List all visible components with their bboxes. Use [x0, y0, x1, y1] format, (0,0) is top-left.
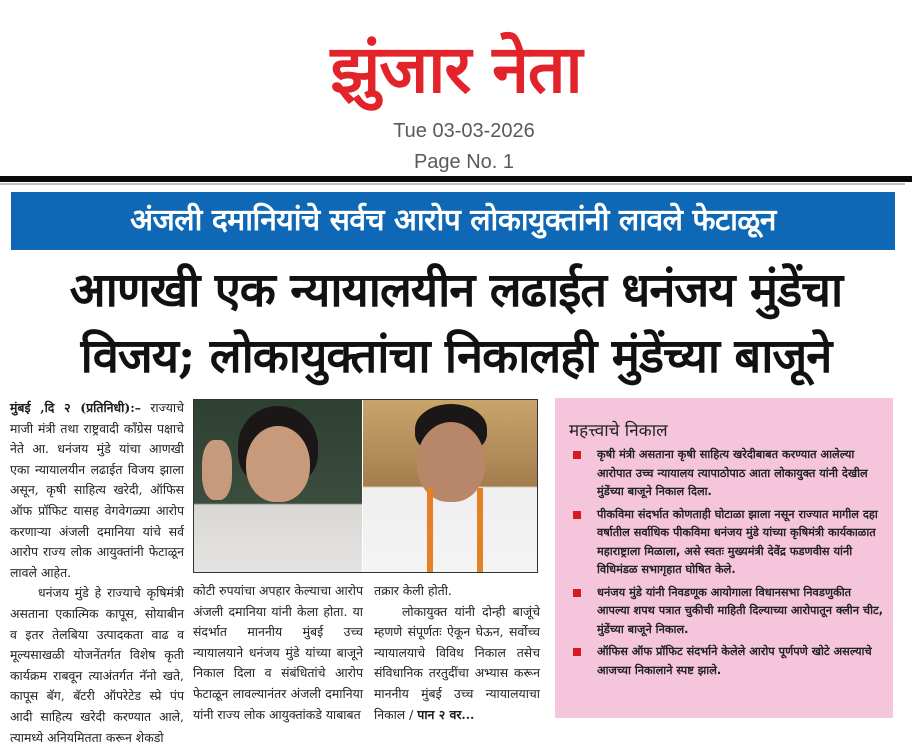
paragraph-text: लोकायुक्त यांनी दोन्ही बाजूंचे म्हणणे संपूर्णतः ऐकून घेऊन, सर्वोच्च न्यायालयाचे विविध निकाल तसेच संविधानिक तरतुदींचा अभ्यास करून माननीय मुंबई उच्च न्यायालयाचा निकाल / — [374, 603, 540, 722]
list-item-text: ऑफिस ऑफ प्रॉफिट संदर्भाने केलेले आरोप पूर्णपणे खोटे असल्याचे आजच्या निकालाने स्पष्ट झाले. — [597, 645, 872, 677]
list-item-text: धनंजय मुंडे यांनी निवडणूक आयोगाला विधानसभा निवडणुकीत आपल्या शपथ पत्रात चुकीची माहिती दिल्याच्या आरोपातून क्लीन चीट, मुंडेंच्या बाजूने निकाल. — [597, 585, 884, 636]
masthead-divider — [0, 176, 912, 182]
article-paragraph — [10, 398, 184, 583]
main-headline — [10, 258, 902, 390]
headline-line-2: विजय; लोकायुक्तांचा निकालही मुंडेंच्या बाजूने — [80, 329, 832, 384]
key-verdicts-title: महत्त्वाचे निकाल — [569, 421, 668, 441]
article-paragraph: कोटी रुपयांचा अपहार केल्याचा आरोप अंजली दमानिया यांनी केला होता. या संदर्भात माननीय मुंबई उच्च न्यायालयाने धनंजय मुंडे यांच्या बाजूने निकाल दिला व संबंधितांचे आरोप फेटाळून लावल्यानंतर अंजली दमानिया यांनी राज्य लोक आयुक्तांकडे याबाबत — [193, 583, 363, 722]
article-paragraph — [374, 602, 540, 726]
masthead — [0, 0, 912, 178]
photo-dhananjay-munde — [363, 400, 537, 572]
square-bullet-icon — [573, 648, 581, 656]
article-column-2 — [193, 581, 363, 725]
edition-date: Tue 03-03-2026 — [393, 120, 535, 142]
photo-shape — [427, 488, 433, 572]
list-item — [569, 643, 887, 680]
article-column-3 — [374, 581, 540, 725]
square-bullet-icon — [573, 589, 581, 597]
list-item-text: पीकविमा संदर्भात कोणताही घोटाळा झाला नसून राज्यात मागील दहा वर्षातील सर्वाधिक पीकविमा धनंजय मुंडे यांच्या कृषिमंत्री कार्यकाळात महाराष्ट्राला मिळाला, असे स्वतः मुख्यमंत्री देवेंद्र फडणवीस यांनी विधिमंडळ सभागृहात घोषित केले. — [597, 507, 878, 576]
headline-line-1: आणखी एक न्यायालयीन लढाईत धनंजय मुंडेंचा — [69, 263, 843, 318]
list-item-text: कृषी मंत्री असताना कृषी साहित्य खरेदीबाबत करण्यात आलेल्या आरोपात उच्च न्यायालय त्यापाठोपाठ आता लोकायुक्त यांनी देखील मुंडेंच्या बाजूने निकाल दिला. — [597, 448, 868, 498]
masthead-divider-thin — [0, 183, 905, 185]
square-bullet-icon — [573, 511, 581, 519]
article-paragraph: तक्रार केली होती. — [374, 583, 452, 598]
photo-shape — [202, 440, 232, 500]
article-column-1 — [10, 398, 184, 748]
list-item — [569, 584, 887, 640]
dateline: मुंबई ,दि २ (प्रतिनिधी):– — [10, 400, 141, 415]
paragraph-text: राज्याचे माजी मंत्री तथा राष्ट्रवादी काँग्रेस पक्षाचे नेते आ. धनंजय मुंडे यांचा आणखी एका न्यायालयीन लढाईत विजय झाला असून, कृषी साहित्य खरेदी, ऑफिस ऑफ प्रॉफिट यासह वेगवेगळ्या आरोप करणाऱ्या अंजली दमानिया यांचे सर्व आरोप राज्य लोक आयुक्तांनी फेटाळून लावले आहेत. — [10, 400, 184, 580]
photo-anjali-damania — [194, 400, 362, 572]
key-verdicts-box — [555, 398, 893, 718]
article-paragraph: धनंजय मुंडे हे राज्याचे कृषिमंत्री असताना एकात्मिक कापूस, सोयाबीन व इतर तेलबिया उत्पादकता वाढ व मूल्यसाखळी योजनेंतर्गत विशेष कृती कार्यक्रम राबवून त्याअंतर्गत नॅनो खते, कापूस बॅग, बॅटरी ऑपरेटेड स्प्रे पंप आदी साहित्य खरेदी करण्यात आले, त्यामध्ये अनियमितता करून शेकडो — [10, 585, 184, 745]
photo-shape — [246, 426, 310, 502]
kicker-banner: अंजली दमानियांचे सर्वच आरोप लोकायुक्तांनी लावले फेटाळून — [11, 192, 895, 250]
list-item — [569, 446, 887, 502]
list-item — [569, 506, 887, 580]
page-number: Page No. 1 — [413, 151, 515, 173]
photo-shape — [477, 488, 483, 572]
newspaper-logo: झुंजार नेता — [330, 31, 582, 108]
square-bullet-icon — [573, 451, 581, 459]
key-verdicts-list — [569, 446, 887, 684]
continued-link[interactable]: पान २ वर... — [417, 706, 475, 722]
news-photo — [193, 399, 538, 573]
